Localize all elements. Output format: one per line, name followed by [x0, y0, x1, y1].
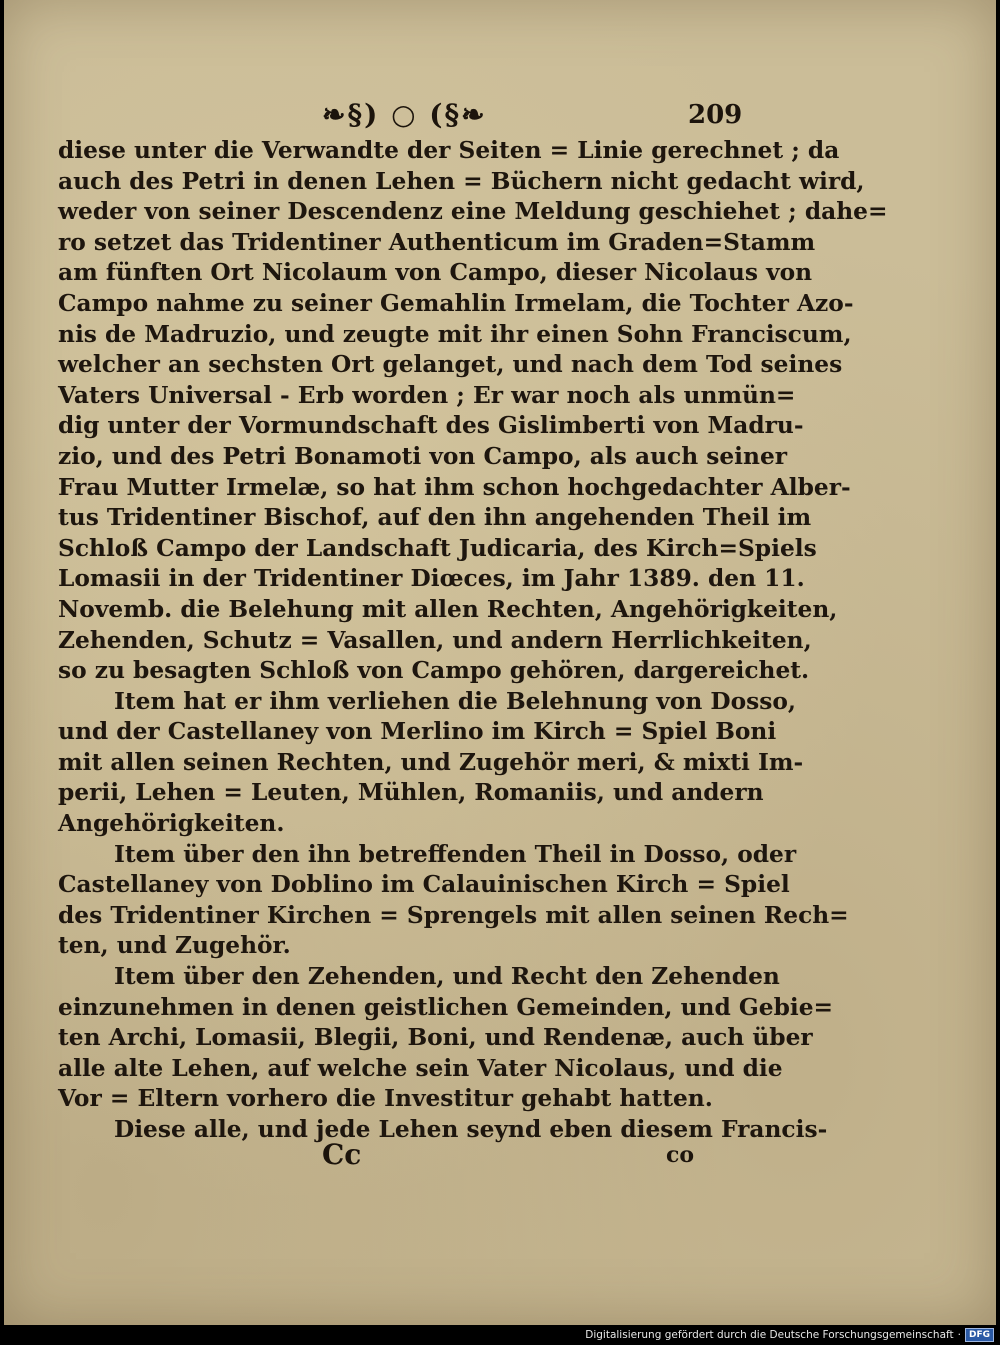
dfg-logo-icon: DFG: [965, 1328, 994, 1342]
page-footer: [4, 1138, 996, 1174]
text-line: welcher an sechsten Ort gelanget, und nach dem Tod seines: [58, 351, 843, 379]
text-line: am fünften Ort Nicolaum von Campo, dieser Nicolaus von: [58, 259, 813, 287]
text-line: Item hat er ihm verliehen die Belehnung von Dosso,: [114, 687, 797, 715]
text-line: Item über den ihn betreffenden Theil in Dosso, oder: [114, 840, 797, 868]
text-line: Zehenden, Schutz = Vasallen, und andern Herrlichkeiten,: [58, 626, 812, 654]
text-line: diese unter die Verwandte der Seiten = Linie gerechnet ; da: [58, 137, 840, 164]
text-line: nis de Madruzio, und zeugte mit ihr einen Sohn Franciscum,: [58, 320, 852, 348]
text-line: Lomasii in der Tridentiner Diœces, im Jahr 1389. den 11.: [58, 565, 805, 593]
text-line: einzunehmen in denen geistlichen Gemeinden, und Gebie=: [58, 993, 834, 1021]
header-ornament: ❧§) ○ (§❧: [322, 98, 487, 131]
credit-text: Digitalisierung gefördert durch die Deutsche Forschungsgemeinschaft: [585, 1329, 954, 1341]
text-line: Castellaney von Doblino im Calauinischen Kirch = Spiel: [58, 871, 790, 899]
signature-mark: Cc: [322, 1138, 362, 1171]
text-line: so zu besagten Schloß von Campo gehören, dargereichet.: [58, 657, 810, 685]
text-line: Schloß Campo der Landschaft Judicaria, des Kirch=Spiels: [58, 534, 817, 562]
text-line: dig unter der Vormundschaft des Gislimberti von Madru-: [58, 412, 804, 440]
text-line: ro setzet das Tridentiner Authenticum im Graden=Stamm: [58, 228, 816, 256]
text-line: Novemb. die Belehung mit allen Rechten, Angehörigkeiten,: [58, 595, 838, 623]
page-number: 209: [688, 100, 743, 130]
text-line: Diese alle, und jede Lehen seynd eben diesem Francis-: [114, 1116, 828, 1143]
text-line: weder von seiner Descendenz eine Meldung geschiehet ; dahe=: [58, 198, 888, 226]
text-line: Frau Mutter Irmelæ, so hat ihm schon hochgedachter Alber-: [58, 473, 851, 501]
text-line: alle alte Lehen, auf welche sein Vater Nicolaus, und die: [58, 1054, 783, 1082]
text-line: ten, und Zugehör.: [58, 932, 291, 960]
catchword: co: [666, 1142, 695, 1168]
body-text: [58, 136, 888, 1146]
text-line: Angehörigkeiten.: [58, 810, 285, 838]
text-line: zio, und des Petri Bonamoti von Campo, als auch seiner: [58, 442, 788, 470]
text-line: Campo nahme zu seiner Gemahlin Irmelam, die Tochter Azo-: [58, 289, 854, 317]
text-line: perii, Lehen = Leuten, Mühlen, Romaniis, und andern: [58, 779, 764, 807]
text-line: und der Castellaney von Merlino im Kirch = Spiel Boni: [58, 718, 777, 746]
text-line: Item über den Zehenden, und Recht den Zehenden: [114, 963, 780, 991]
text-line: ten Archi, Lomasii, Blegii, Boni, und Rendenæ, auch über: [58, 1024, 813, 1052]
text-line: mit allen seinen Rechten, und Zugehör meri, & mixti Im-: [58, 748, 804, 776]
separator: ·: [957, 1329, 961, 1341]
funding-credit: [585, 1328, 994, 1342]
text-line: Vaters Universal - Erb worden ; Er war noch als unmün=: [58, 381, 796, 409]
text-line: tus Tridentiner Bischof, auf den ihn angehenden Theil im: [58, 504, 812, 532]
text-line: Vor = Eltern vorhero die Investitur gehabt hatten.: [58, 1085, 713, 1113]
page-header: [4, 98, 996, 134]
book-page: [4, 0, 996, 1325]
text-line: auch des Petri in denen Lehen = Büchern nicht gedacht wird,: [58, 167, 865, 195]
text-line: des Tridentiner Kirchen = Sprengels mit allen seinen Rech=: [58, 901, 849, 929]
